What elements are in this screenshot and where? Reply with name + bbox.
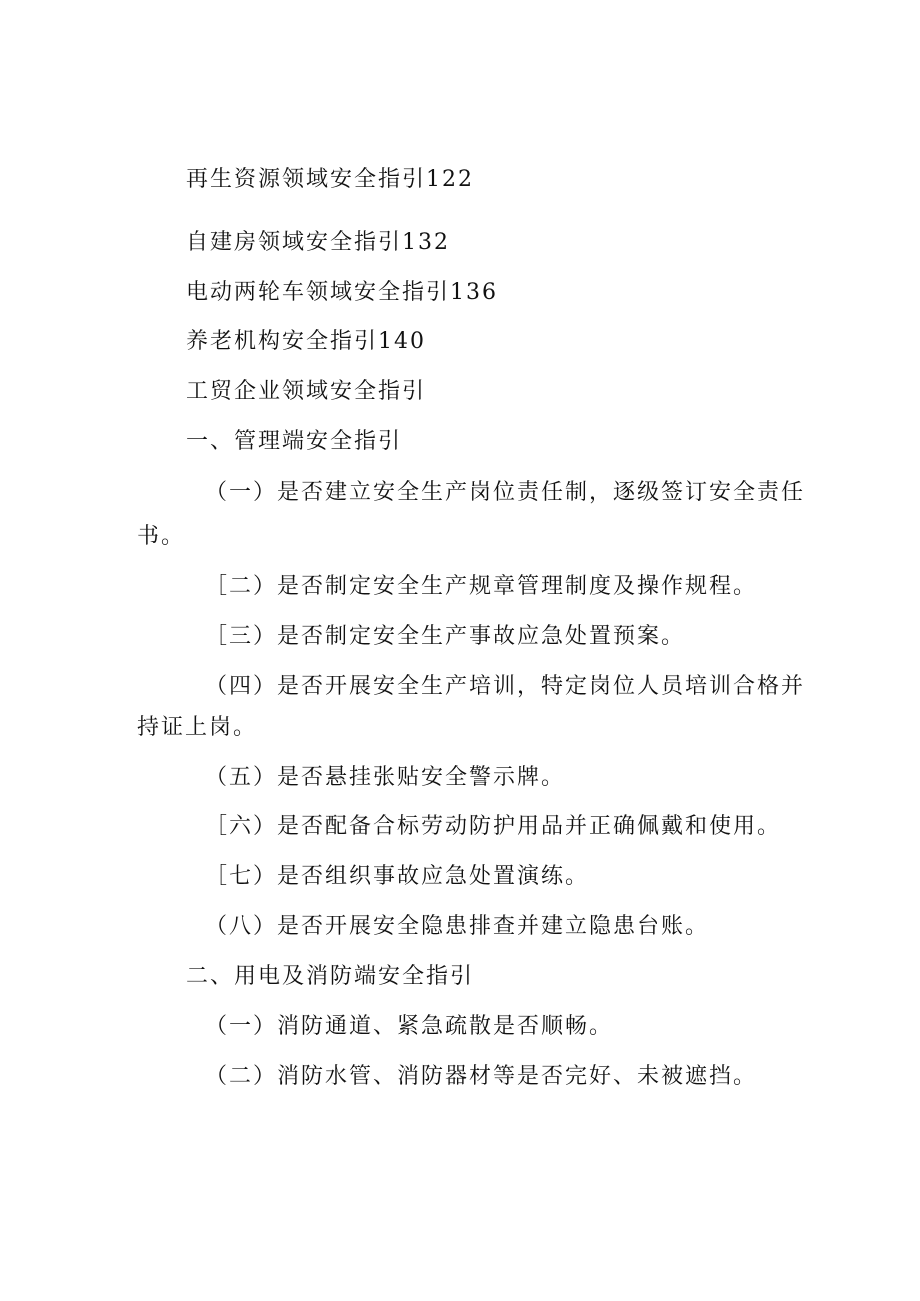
management-item-4-line-1: （四）是否开展安全生产培训，特定岗位人员培训合格并 <box>205 674 806 699</box>
section-heading-electrical-fire: 二、用电及消防端安全指引 <box>186 964 475 989</box>
toc-item-e-bike: 电动两轮车领域安全指引136 <box>186 280 498 305</box>
fire-item-1: （一）消防通道、紧急疏散是否顺畅。 <box>205 1014 614 1039</box>
management-item-4-line-2: 持证上岗。 <box>137 715 258 740</box>
management-item-1-line-2: 书。 <box>137 524 186 549</box>
management-item-2: ［二）是否制定安全生产规章管理制度及操作规程。 <box>205 574 758 599</box>
section-heading-management: 一、管理端安全指引 <box>186 429 403 454</box>
fire-item-2: （二）消防水管、消防器材等是否完好、未被遮挡。 <box>205 1064 758 1089</box>
management-item-3: ［三）是否制定安全生产事故应急处置预案。 <box>205 624 686 649</box>
management-item-7: ［七）是否组织事故应急处置演练。 <box>205 864 590 889</box>
toc-item-recycling: 再生资源领域安全指引122 <box>186 167 474 192</box>
toc-item-industry-trade: 工贸企业领域安全指引 <box>186 379 427 404</box>
management-item-5: （五）是否悬挂张贴安全警示牌。 <box>205 765 566 790</box>
toc-item-elderly-care: 养老机构安全指引140 <box>186 329 426 354</box>
management-item-8: （八）是否开展安全隐患排查并建立隐患台账。 <box>205 914 710 939</box>
management-item-6: ［六）是否配备合标劳动防护用品并正确佩戴和使用。 <box>205 814 782 839</box>
management-item-1-line-1: （一）是否建立安全生产岗位责任制，逐级签订安全责任 <box>205 480 806 505</box>
toc-item-self-built-housing: 自建房领域安全指引132 <box>186 230 450 255</box>
